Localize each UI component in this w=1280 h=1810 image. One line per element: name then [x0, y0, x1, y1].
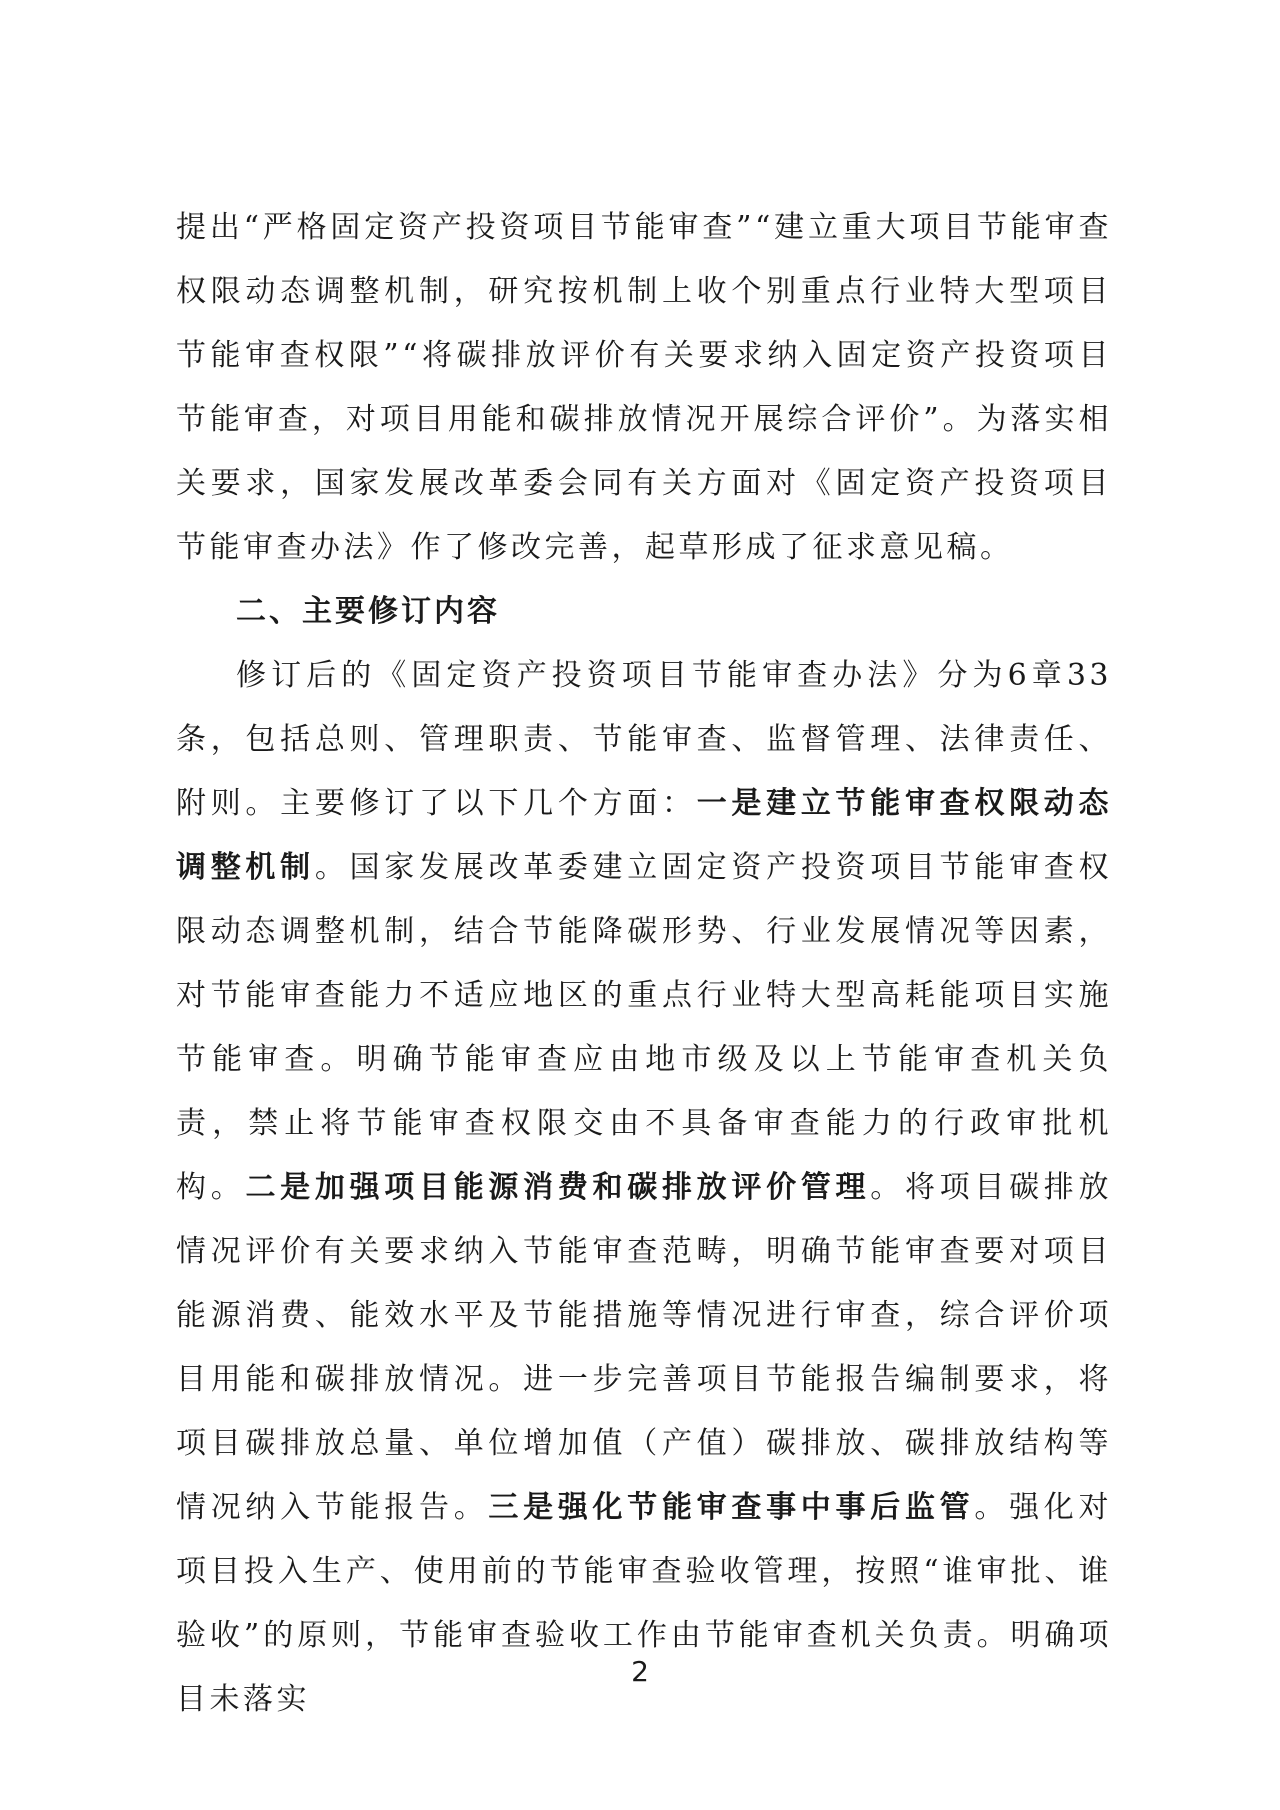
point-two-body: 。将项目碳排放情况评价有关要求纳入节能审查范畴，明确节能审查要对项目能源消费、能效水平及节能措施等情况进行审查，综合评价项目用能和碳排放情况。进一步完善项目节能报告编制要求，将项目碳排放总量、单位增加值（产值）碳排放、碳排放结构等情况纳入节能报告。	[176, 1170, 1113, 1525]
point-one-body: 。国家发展改革委建立固定资产投资项目节能审查权限动态调整机制，结合节能降碳形势、行业发展情况等因素，对节能审查能力不适应地区的重点行业特大型高耗能项目实施节能审查。明确节能审查应由地市级及以上节能审查机关负责，禁止将节能审查权限交由不具备审查能力的行政审批机构。	[176, 850, 1113, 1205]
paragraph-revision-content	[176, 644, 1112, 1732]
point-two-title: 二是加强项目能源消费和碳排放评价管理	[245, 1170, 871, 1205]
page-number: 2	[631, 1655, 649, 1688]
revision-intro: 修订后的《固定资产投资项目节能审查办法》分为6章33条，包括总则、管理职责、节能审查、监督管理、法律责任、附则。主要修订了以下几个方面：	[176, 658, 1112, 821]
paragraph-continuation: 提出“严格固定资产投资项目节能审查”“建立重大项目节能审查权限动态调整机制，研究按机制上收个别重点行业特大型项目节能审查权限”“将碳排放评价有关要求纳入固定资产投资项目节能审查，对项目用能和碳排放情况开展综合评价”。为落实相关要求，国家发展改革委会同有关方面对《固定资产投资项目节能审查办法》作了修改完善，起草形成了征求意见稿。	[176, 210, 1112, 565]
section-heading: 二、主要修订内容	[236, 594, 500, 629]
point-three-title: 三是强化节能审查事中事后监管	[488, 1490, 975, 1525]
point-one-title: 一是建立节能审查权限动态调整机制	[176, 786, 1113, 885]
point-three-body: 。强化对项目投入生产、使用前的节能审查验收管理，按照“谁审批、谁验收”的原则，节能审查验收工作由节能审查机关负责。明确项目未落实	[176, 1490, 1113, 1717]
document-body	[176, 196, 1112, 1732]
